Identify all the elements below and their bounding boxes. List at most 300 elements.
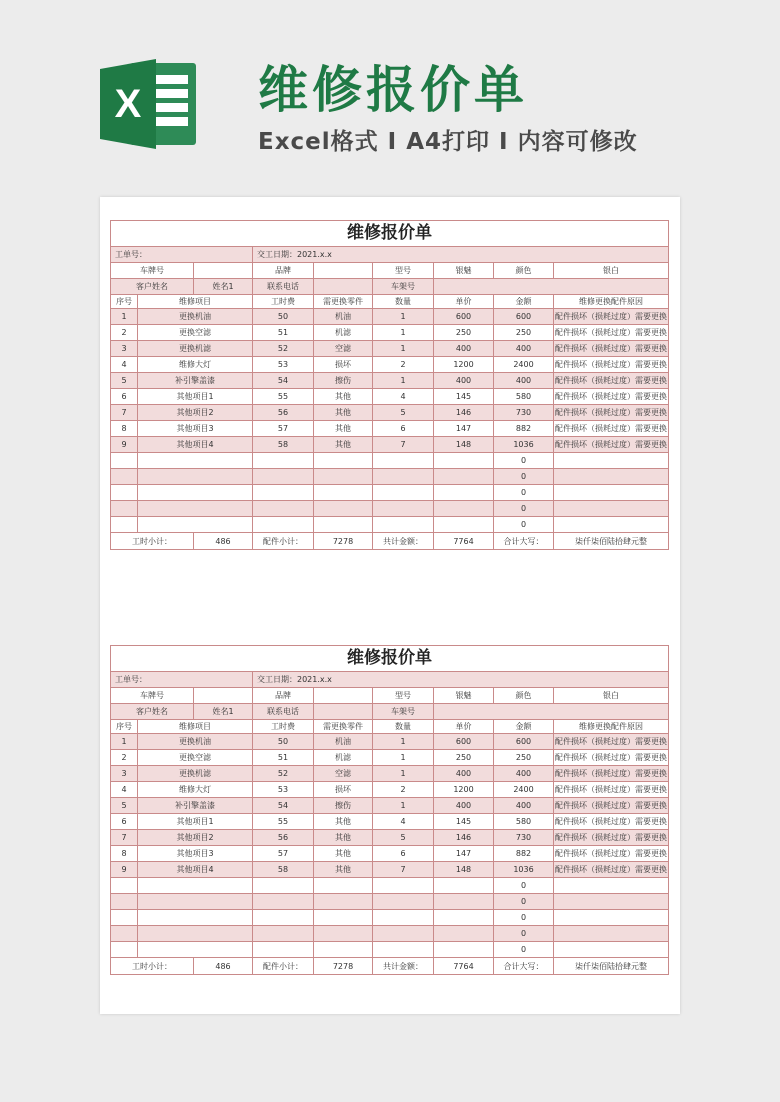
cell-reason: 配件损坏（损耗过度）需要更换 [554, 846, 669, 862]
phone-value [314, 279, 373, 295]
customer-label: 客户姓名 [111, 279, 194, 295]
cell-amount: 882 [494, 421, 554, 437]
brand-label: 品牌 [253, 263, 314, 279]
finish-date-label: 交工日期：2021.x.x [253, 247, 669, 263]
cell-item: 更换空滤 [138, 325, 253, 341]
cell-qty [373, 894, 434, 910]
cell-reason [554, 926, 669, 942]
table-row [111, 405, 669, 421]
excel-icon [100, 57, 200, 151]
cell-qty: 2 [373, 357, 434, 373]
column-header-row [111, 295, 669, 309]
cell-reason: 配件损坏（损耗过度）需要更换 [554, 309, 669, 325]
cell-item: 其他项目2 [138, 830, 253, 846]
cell-price: 146 [434, 830, 494, 846]
cell-qty: 1 [373, 309, 434, 325]
total-upper-label: 合计大写： [494, 533, 554, 550]
cell-price: 145 [434, 389, 494, 405]
parts-subtotal-label: 配件小计： [253, 958, 314, 975]
cell-fee: 57 [253, 846, 314, 862]
cell-no [111, 878, 138, 894]
summary-row [111, 533, 669, 550]
cell-part: 其他 [314, 862, 373, 878]
cell-item: 更换机滤 [138, 766, 253, 782]
cell-item: 其他项目3 [138, 846, 253, 862]
table-row [111, 389, 669, 405]
cell-item: 维修大灯 [138, 782, 253, 798]
cell-item [138, 501, 253, 517]
table-row [111, 894, 669, 910]
page-title: 维修报价单 [258, 61, 528, 119]
plate-label: 车牌号 [111, 688, 194, 704]
table-row [111, 309, 669, 325]
col-price: 单价 [434, 720, 494, 734]
cell-part [314, 894, 373, 910]
customer-value: 姓名1 [194, 704, 253, 720]
cell-no [111, 453, 138, 469]
col-item: 维修项目 [138, 295, 253, 309]
cell-item: 维修大灯 [138, 357, 253, 373]
model-value: 银魅 [434, 688, 494, 704]
total-upper-value: 柒仟柒佰陆拾肆元整 [554, 533, 669, 550]
cell-amount: 0 [494, 878, 554, 894]
table-row [111, 734, 669, 750]
cell-reason: 配件损坏（损耗过度）需要更换 [554, 750, 669, 766]
total-value: 7764 [434, 533, 494, 550]
cell-reason: 配件损坏（损耗过度）需要更换 [554, 357, 669, 373]
frame-label: 车架号 [373, 279, 434, 295]
cell-price: 250 [434, 325, 494, 341]
col-fee: 工时费 [253, 295, 314, 309]
cell-price: 400 [434, 766, 494, 782]
cell-no [111, 485, 138, 501]
cell-fee: 54 [253, 798, 314, 814]
cell-amount: 400 [494, 373, 554, 389]
cell-no [111, 517, 138, 533]
labor-subtotal-value: 486 [194, 533, 253, 550]
summary-row [111, 958, 669, 975]
cell-part: 损坏 [314, 357, 373, 373]
cell-part: 其他 [314, 421, 373, 437]
cell-item: 补引擎盖漆 [138, 373, 253, 389]
cell-part: 空滤 [314, 766, 373, 782]
cell-item [138, 453, 253, 469]
cell-item [138, 926, 253, 942]
cell-part: 擦伤 [314, 373, 373, 389]
col-no: 序号 [111, 295, 138, 309]
col-reason: 维修更换配件原因 [554, 295, 669, 309]
cell-price [434, 894, 494, 910]
cell-reason: 配件损坏（损耗过度）需要更换 [554, 341, 669, 357]
svg-text:X: X [114, 82, 142, 126]
col-part: 需更换零件 [314, 720, 373, 734]
cell-part: 空滤 [314, 341, 373, 357]
cell-part [314, 878, 373, 894]
cell-item: 更换机滤 [138, 341, 253, 357]
cell-amount: 0 [494, 517, 554, 533]
total-value: 7764 [434, 958, 494, 975]
cell-item: 补引擎盖漆 [138, 798, 253, 814]
cell-price: 1200 [434, 357, 494, 373]
cell-fee [253, 878, 314, 894]
cell-fee [253, 910, 314, 926]
cell-price [434, 926, 494, 942]
model-label: 型号 [373, 688, 434, 704]
color-label: 颜色 [494, 263, 554, 279]
cell-price: 145 [434, 814, 494, 830]
cell-reason [554, 485, 669, 501]
cell-qty [373, 878, 434, 894]
cell-fee [253, 942, 314, 958]
cell-reason: 配件损坏（损耗过度）需要更换 [554, 405, 669, 421]
cell-amount: 0 [494, 485, 554, 501]
table-row [111, 846, 669, 862]
cell-reason: 配件损坏（损耗过度）需要更换 [554, 421, 669, 437]
cell-fee: 50 [253, 734, 314, 750]
cell-no: 3 [111, 766, 138, 782]
table-row [111, 341, 669, 357]
brand-value [314, 688, 373, 704]
cell-item: 其他项目4 [138, 437, 253, 453]
total-upper-value: 柒仟柒佰陆拾肆元整 [554, 958, 669, 975]
cell-fee: 56 [253, 405, 314, 421]
parts-subtotal-value: 7278 [314, 958, 373, 975]
cell-price [434, 942, 494, 958]
col-qty: 数量 [373, 295, 434, 309]
cell-part [314, 926, 373, 942]
brand-label: 品牌 [253, 688, 314, 704]
model-label: 型号 [373, 263, 434, 279]
cell-qty: 2 [373, 782, 434, 798]
table-row [111, 798, 669, 814]
column-header-row [111, 720, 669, 734]
table-row [111, 437, 669, 453]
color-value: 银白 [554, 688, 669, 704]
cell-fee [253, 894, 314, 910]
table-row [111, 453, 669, 469]
table-row [111, 862, 669, 878]
cell-price: 250 [434, 750, 494, 766]
cell-fee: 52 [253, 766, 314, 782]
cell-price [434, 878, 494, 894]
cell-reason: 配件损坏（损耗过度）需要更换 [554, 325, 669, 341]
cell-no: 8 [111, 846, 138, 862]
model-value: 银魅 [434, 263, 494, 279]
cell-no: 4 [111, 357, 138, 373]
cell-reason: 配件损坏（损耗过度）需要更换 [554, 373, 669, 389]
cell-reason [554, 910, 669, 926]
col-price: 单价 [434, 295, 494, 309]
cell-item [138, 469, 253, 485]
cell-fee: 51 [253, 325, 314, 341]
cell-item [138, 942, 253, 958]
cell-price: 400 [434, 341, 494, 357]
cell-qty: 4 [373, 814, 434, 830]
order-no-label: 工单号： [111, 672, 253, 688]
cell-amount: 1036 [494, 862, 554, 878]
cell-fee: 58 [253, 437, 314, 453]
cell-reason [554, 469, 669, 485]
cell-no [111, 926, 138, 942]
table-row [111, 830, 669, 846]
cell-fee: 51 [253, 750, 314, 766]
cell-price: 147 [434, 846, 494, 862]
quote-table [110, 645, 669, 975]
cell-qty [373, 517, 434, 533]
page-subtitle: Excel格式 I A4打印 I 内容可修改 [258, 129, 638, 155]
cell-qty [373, 910, 434, 926]
cell-amount: 730 [494, 405, 554, 421]
col-amount: 金额 [494, 295, 554, 309]
cell-price: 600 [434, 309, 494, 325]
cell-no [111, 910, 138, 926]
table-row [111, 373, 669, 389]
table-row [111, 814, 669, 830]
cell-no: 6 [111, 389, 138, 405]
cell-qty: 1 [373, 325, 434, 341]
cell-no: 1 [111, 309, 138, 325]
cell-price: 400 [434, 373, 494, 389]
col-amount: 金额 [494, 720, 554, 734]
cell-qty [373, 469, 434, 485]
cell-price [434, 453, 494, 469]
col-no: 序号 [111, 720, 138, 734]
cell-amount: 400 [494, 341, 554, 357]
cell-fee: 57 [253, 421, 314, 437]
cell-fee [253, 485, 314, 501]
total-label: 共计金额： [373, 533, 434, 550]
cell-no: 6 [111, 814, 138, 830]
cell-amount: 0 [494, 910, 554, 926]
phone-label: 联系电话 [253, 704, 314, 720]
cell-part: 损坏 [314, 782, 373, 798]
cell-fee: 55 [253, 389, 314, 405]
cell-item: 其他项目1 [138, 389, 253, 405]
cell-qty: 1 [373, 766, 434, 782]
table-row [111, 942, 669, 958]
cell-amount: 0 [494, 942, 554, 958]
table-row [111, 878, 669, 894]
cell-part: 机油 [314, 309, 373, 325]
cell-qty [373, 485, 434, 501]
cell-part [314, 469, 373, 485]
color-value: 银白 [554, 263, 669, 279]
total-upper-label: 合计大写： [494, 958, 554, 975]
cell-fee: 50 [253, 309, 314, 325]
cell-item [138, 878, 253, 894]
customer-label: 客户姓名 [111, 704, 194, 720]
cell-item [138, 894, 253, 910]
cell-amount: 882 [494, 846, 554, 862]
cell-qty [373, 501, 434, 517]
cell-qty: 1 [373, 341, 434, 357]
cell-no: 9 [111, 862, 138, 878]
cell-amount: 400 [494, 766, 554, 782]
cell-qty [373, 453, 434, 469]
cell-item: 其他项目4 [138, 862, 253, 878]
cell-no: 7 [111, 830, 138, 846]
cell-fee [253, 453, 314, 469]
cell-price [434, 469, 494, 485]
cell-amount: 1036 [494, 437, 554, 453]
cell-reason [554, 453, 669, 469]
cell-reason: 配件损坏（损耗过度）需要更换 [554, 814, 669, 830]
cell-qty: 1 [373, 734, 434, 750]
cell-price: 146 [434, 405, 494, 421]
finish-date-label: 交工日期：2021.x.x [253, 672, 669, 688]
cell-reason: 配件损坏（损耗过度）需要更换 [554, 798, 669, 814]
phone-label: 联系电话 [253, 279, 314, 295]
cell-qty: 5 [373, 830, 434, 846]
plate-value [194, 263, 253, 279]
cell-price: 147 [434, 421, 494, 437]
cell-part: 其他 [314, 830, 373, 846]
col-qty: 数量 [373, 720, 434, 734]
labor-subtotal-label: 工时小计： [111, 958, 194, 975]
cell-part: 其他 [314, 846, 373, 862]
cell-fee: 53 [253, 357, 314, 373]
cell-no [111, 942, 138, 958]
table-row [111, 325, 669, 341]
cell-qty: 6 [373, 846, 434, 862]
cell-price: 148 [434, 862, 494, 878]
cell-fee [253, 469, 314, 485]
cell-fee [253, 501, 314, 517]
cell-price: 1200 [434, 782, 494, 798]
cell-reason [554, 942, 669, 958]
parts-subtotal-value: 7278 [314, 533, 373, 550]
cell-price [434, 517, 494, 533]
cell-no: 9 [111, 437, 138, 453]
cell-part [314, 453, 373, 469]
col-fee: 工时费 [253, 720, 314, 734]
cell-amount: 2400 [494, 357, 554, 373]
cell-no: 8 [111, 421, 138, 437]
cell-item: 其他项目2 [138, 405, 253, 421]
cell-fee: 53 [253, 782, 314, 798]
cell-no: 4 [111, 782, 138, 798]
frame-value [434, 704, 669, 720]
cell-qty: 1 [373, 750, 434, 766]
sheet-title: 维修报价单 [111, 646, 669, 672]
cell-no: 5 [111, 798, 138, 814]
col-part: 需更换零件 [314, 295, 373, 309]
table-row [111, 782, 669, 798]
table-row [111, 517, 669, 533]
table-row [111, 926, 669, 942]
cell-qty: 1 [373, 373, 434, 389]
cell-reason: 配件损坏（损耗过度）需要更换 [554, 734, 669, 750]
cell-reason [554, 894, 669, 910]
cell-price: 400 [434, 798, 494, 814]
cell-reason: 配件损坏（损耗过度）需要更换 [554, 830, 669, 846]
labor-subtotal-label: 工时小计： [111, 533, 194, 550]
cell-amount: 2400 [494, 782, 554, 798]
quote-table [110, 220, 669, 550]
cell-item: 更换空滤 [138, 750, 253, 766]
cell-reason: 配件损坏（损耗过度）需要更换 [554, 782, 669, 798]
page-header [0, 0, 780, 190]
col-reason: 维修更换配件原因 [554, 720, 669, 734]
cell-amount: 0 [494, 926, 554, 942]
cell-amount: 250 [494, 750, 554, 766]
cell-price [434, 910, 494, 926]
cell-fee [253, 517, 314, 533]
frame-value [434, 279, 669, 295]
cell-part: 机滤 [314, 325, 373, 341]
cell-amount: 580 [494, 814, 554, 830]
table-row [111, 910, 669, 926]
cell-qty [373, 926, 434, 942]
cell-no: 2 [111, 325, 138, 341]
cell-amount: 0 [494, 894, 554, 910]
cell-reason [554, 878, 669, 894]
cell-part: 机滤 [314, 750, 373, 766]
quote-sheet-1 [110, 220, 668, 550]
cell-item [138, 485, 253, 501]
cell-qty: 1 [373, 798, 434, 814]
cell-price [434, 501, 494, 517]
cell-qty: 4 [373, 389, 434, 405]
cell-fee: 58 [253, 862, 314, 878]
table-row [111, 501, 669, 517]
cell-reason [554, 501, 669, 517]
cell-reason: 配件损坏（损耗过度）需要更换 [554, 862, 669, 878]
cell-item: 更换机油 [138, 734, 253, 750]
cell-fee: 54 [253, 373, 314, 389]
brand-value [314, 263, 373, 279]
cell-part [314, 501, 373, 517]
plate-label: 车牌号 [111, 263, 194, 279]
table-row [111, 469, 669, 485]
cell-fee: 55 [253, 814, 314, 830]
cell-amount: 730 [494, 830, 554, 846]
cell-no [111, 469, 138, 485]
plate-value [194, 688, 253, 704]
cell-item: 更换机油 [138, 309, 253, 325]
cell-part: 其他 [314, 437, 373, 453]
quote-sheet-2 [110, 645, 668, 975]
cell-qty: 6 [373, 421, 434, 437]
cell-amount: 600 [494, 309, 554, 325]
cell-item: 其他项目3 [138, 421, 253, 437]
color-label: 颜色 [494, 688, 554, 704]
cell-no: 5 [111, 373, 138, 389]
table-row [111, 357, 669, 373]
cell-amount: 250 [494, 325, 554, 341]
document-preview [100, 197, 680, 1014]
cell-item [138, 910, 253, 926]
cell-no: 7 [111, 405, 138, 421]
cell-qty [373, 942, 434, 958]
cell-part: 其他 [314, 405, 373, 421]
cell-no: 3 [111, 341, 138, 357]
cell-fee [253, 926, 314, 942]
cell-reason: 配件损坏（损耗过度）需要更换 [554, 437, 669, 453]
cell-amount: 580 [494, 389, 554, 405]
cell-no [111, 501, 138, 517]
cell-price: 148 [434, 437, 494, 453]
cell-no [111, 894, 138, 910]
col-item: 维修项目 [138, 720, 253, 734]
cell-part: 其他 [314, 814, 373, 830]
cell-amount: 400 [494, 798, 554, 814]
cell-part: 其他 [314, 389, 373, 405]
cell-part: 擦伤 [314, 798, 373, 814]
customer-value: 姓名1 [194, 279, 253, 295]
table-row [111, 485, 669, 501]
cell-fee: 52 [253, 341, 314, 357]
